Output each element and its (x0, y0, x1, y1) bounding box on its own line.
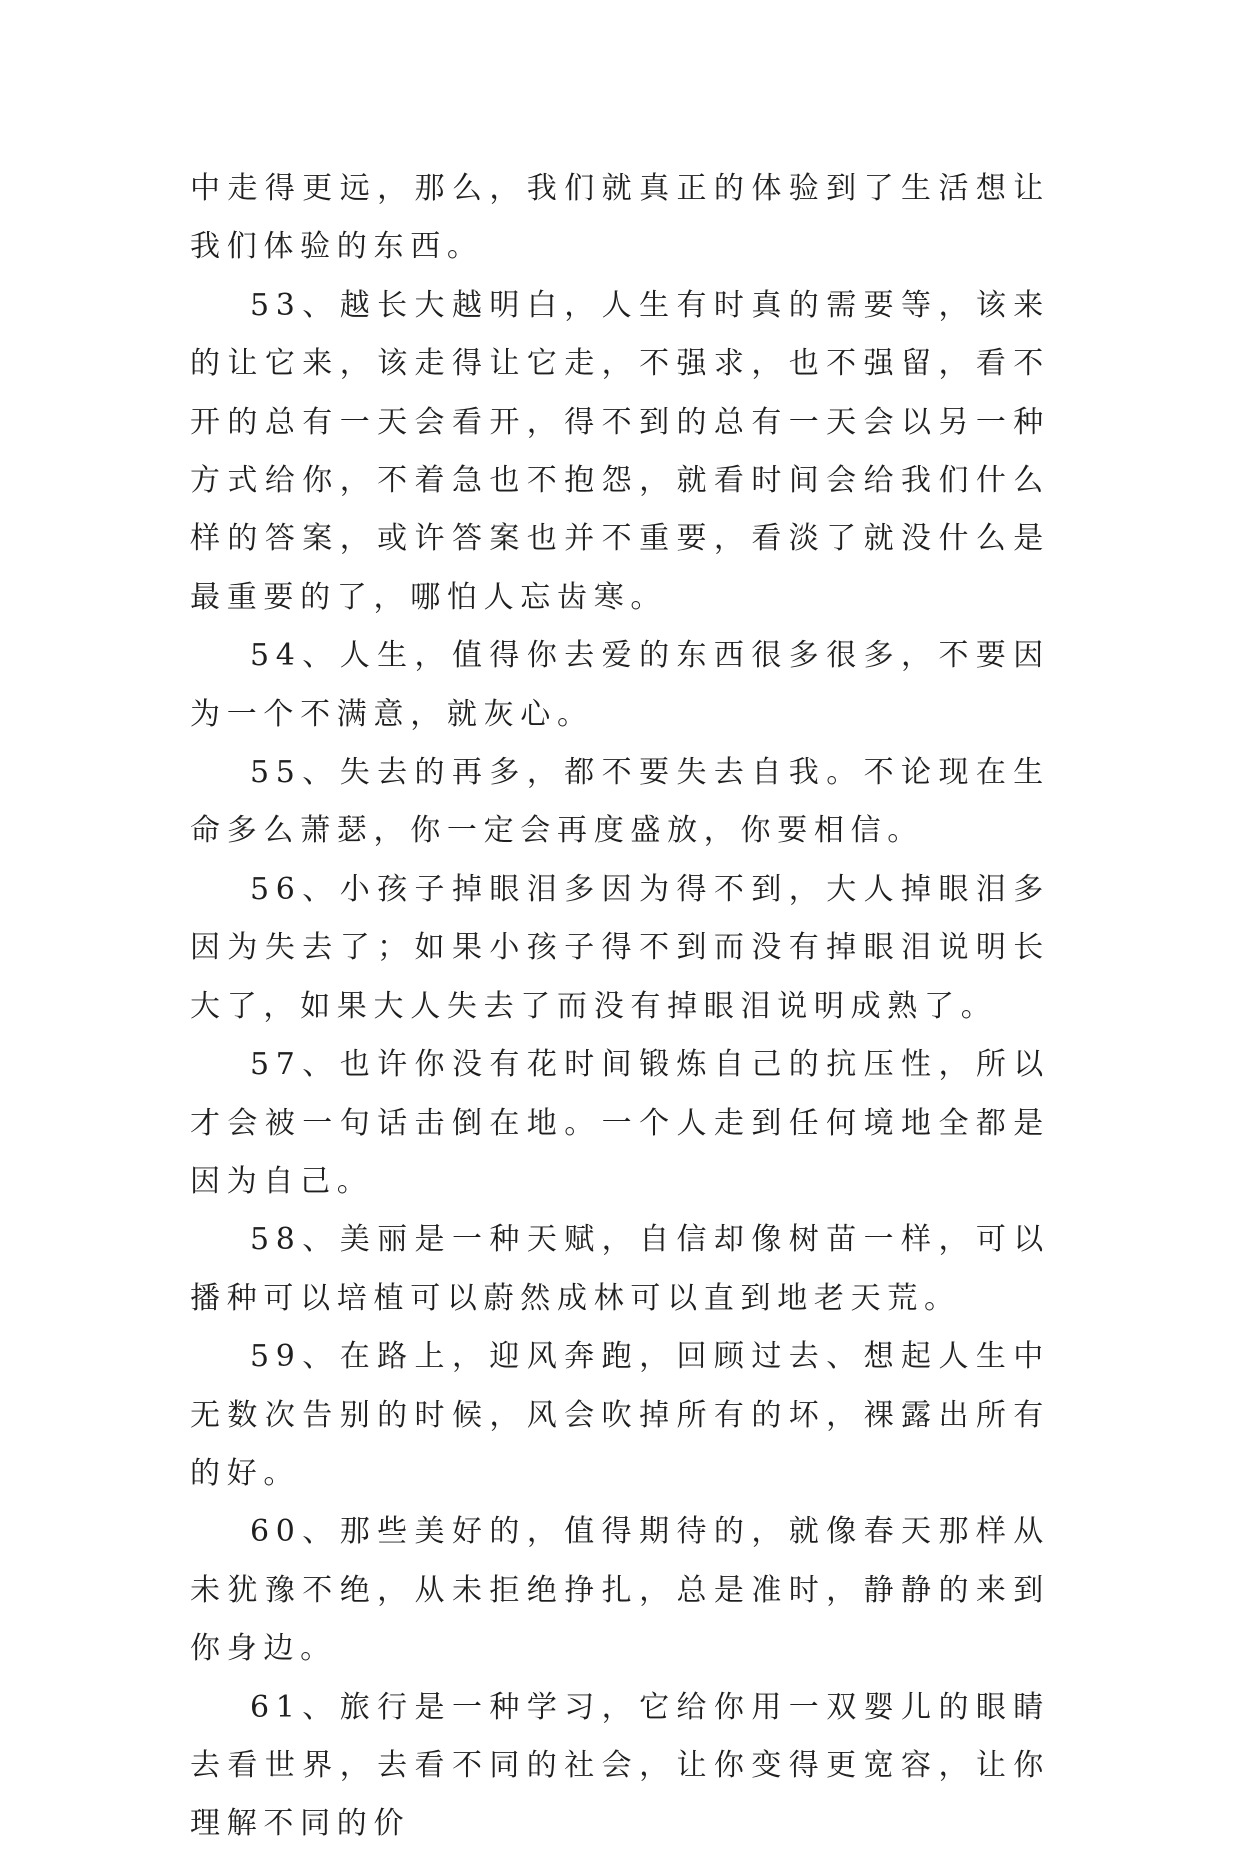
paragraph-53: 53、越长大越明白，人生有时真的需要等，该来的让它来，该走得让它走，不强求，也不强留，看不开的总有一天会看开，得不到的总有一天会以另一种方式给你，不着急也不抱怨，就看时间会给我们什么样的答案，或许答案也并不重要，看淡了就没什么是最重要的了，哪怕人忘齿寒。 (190, 287, 1050, 615)
paragraph-54: 54、人生，值得你去爱的东西很多很多，不要因为一个不满意，就灰心。 (190, 638, 1050, 732)
paragraph-59: 59、在路上，迎风奔跑，回顾过去、想起人生中无数次告别的时候，风会吹掉所有的坏，裸露出所有的好。 (190, 1339, 1050, 1491)
document-body (190, 160, 1050, 1854)
paragraph-57: 57、也许你没有花时间锻炼自己的抗压性，所以才会被一句话击倒在地。一个人走到任何境地全都是因为自己。 (190, 1047, 1050, 1199)
paragraph-60: 60、那些美好的，值得期待的，就像春天那样从未犹豫不绝，从未拒绝挣扎，总是准时，静静的来到你身边。 (190, 1514, 1050, 1667)
paragraph-61: 61、旅行是一种学习，它给你用一双婴儿的眼睛去看世界，去看不同的社会，让你变得更宽容，让你理解不同的价 (190, 1689, 1050, 1842)
paragraph-56: 56、小孩子掉眼泪多因为得不到，大人掉眼泪多因为失去了；如果小孩子得不到而没有掉眼泪说明长大了，如果大人失去了而没有掉眼泪说明成熟了。 (190, 871, 1050, 1024)
paragraph-58: 58、美丽是一种天赋，自信却像树苗一样，可以播种可以培植可以蔚然成林可以直到地老天荒。 (190, 1222, 1050, 1316)
paragraph-continuation: 中走得更远，那么，我们就真正的体验到了生活想让我们体验的东西。 (190, 171, 1050, 265)
paragraph-55: 55、失去的再多，都不要失去自我。不论现在生命多么萧瑟，你一定会再度盛放，你要相信。 (190, 755, 1050, 849)
